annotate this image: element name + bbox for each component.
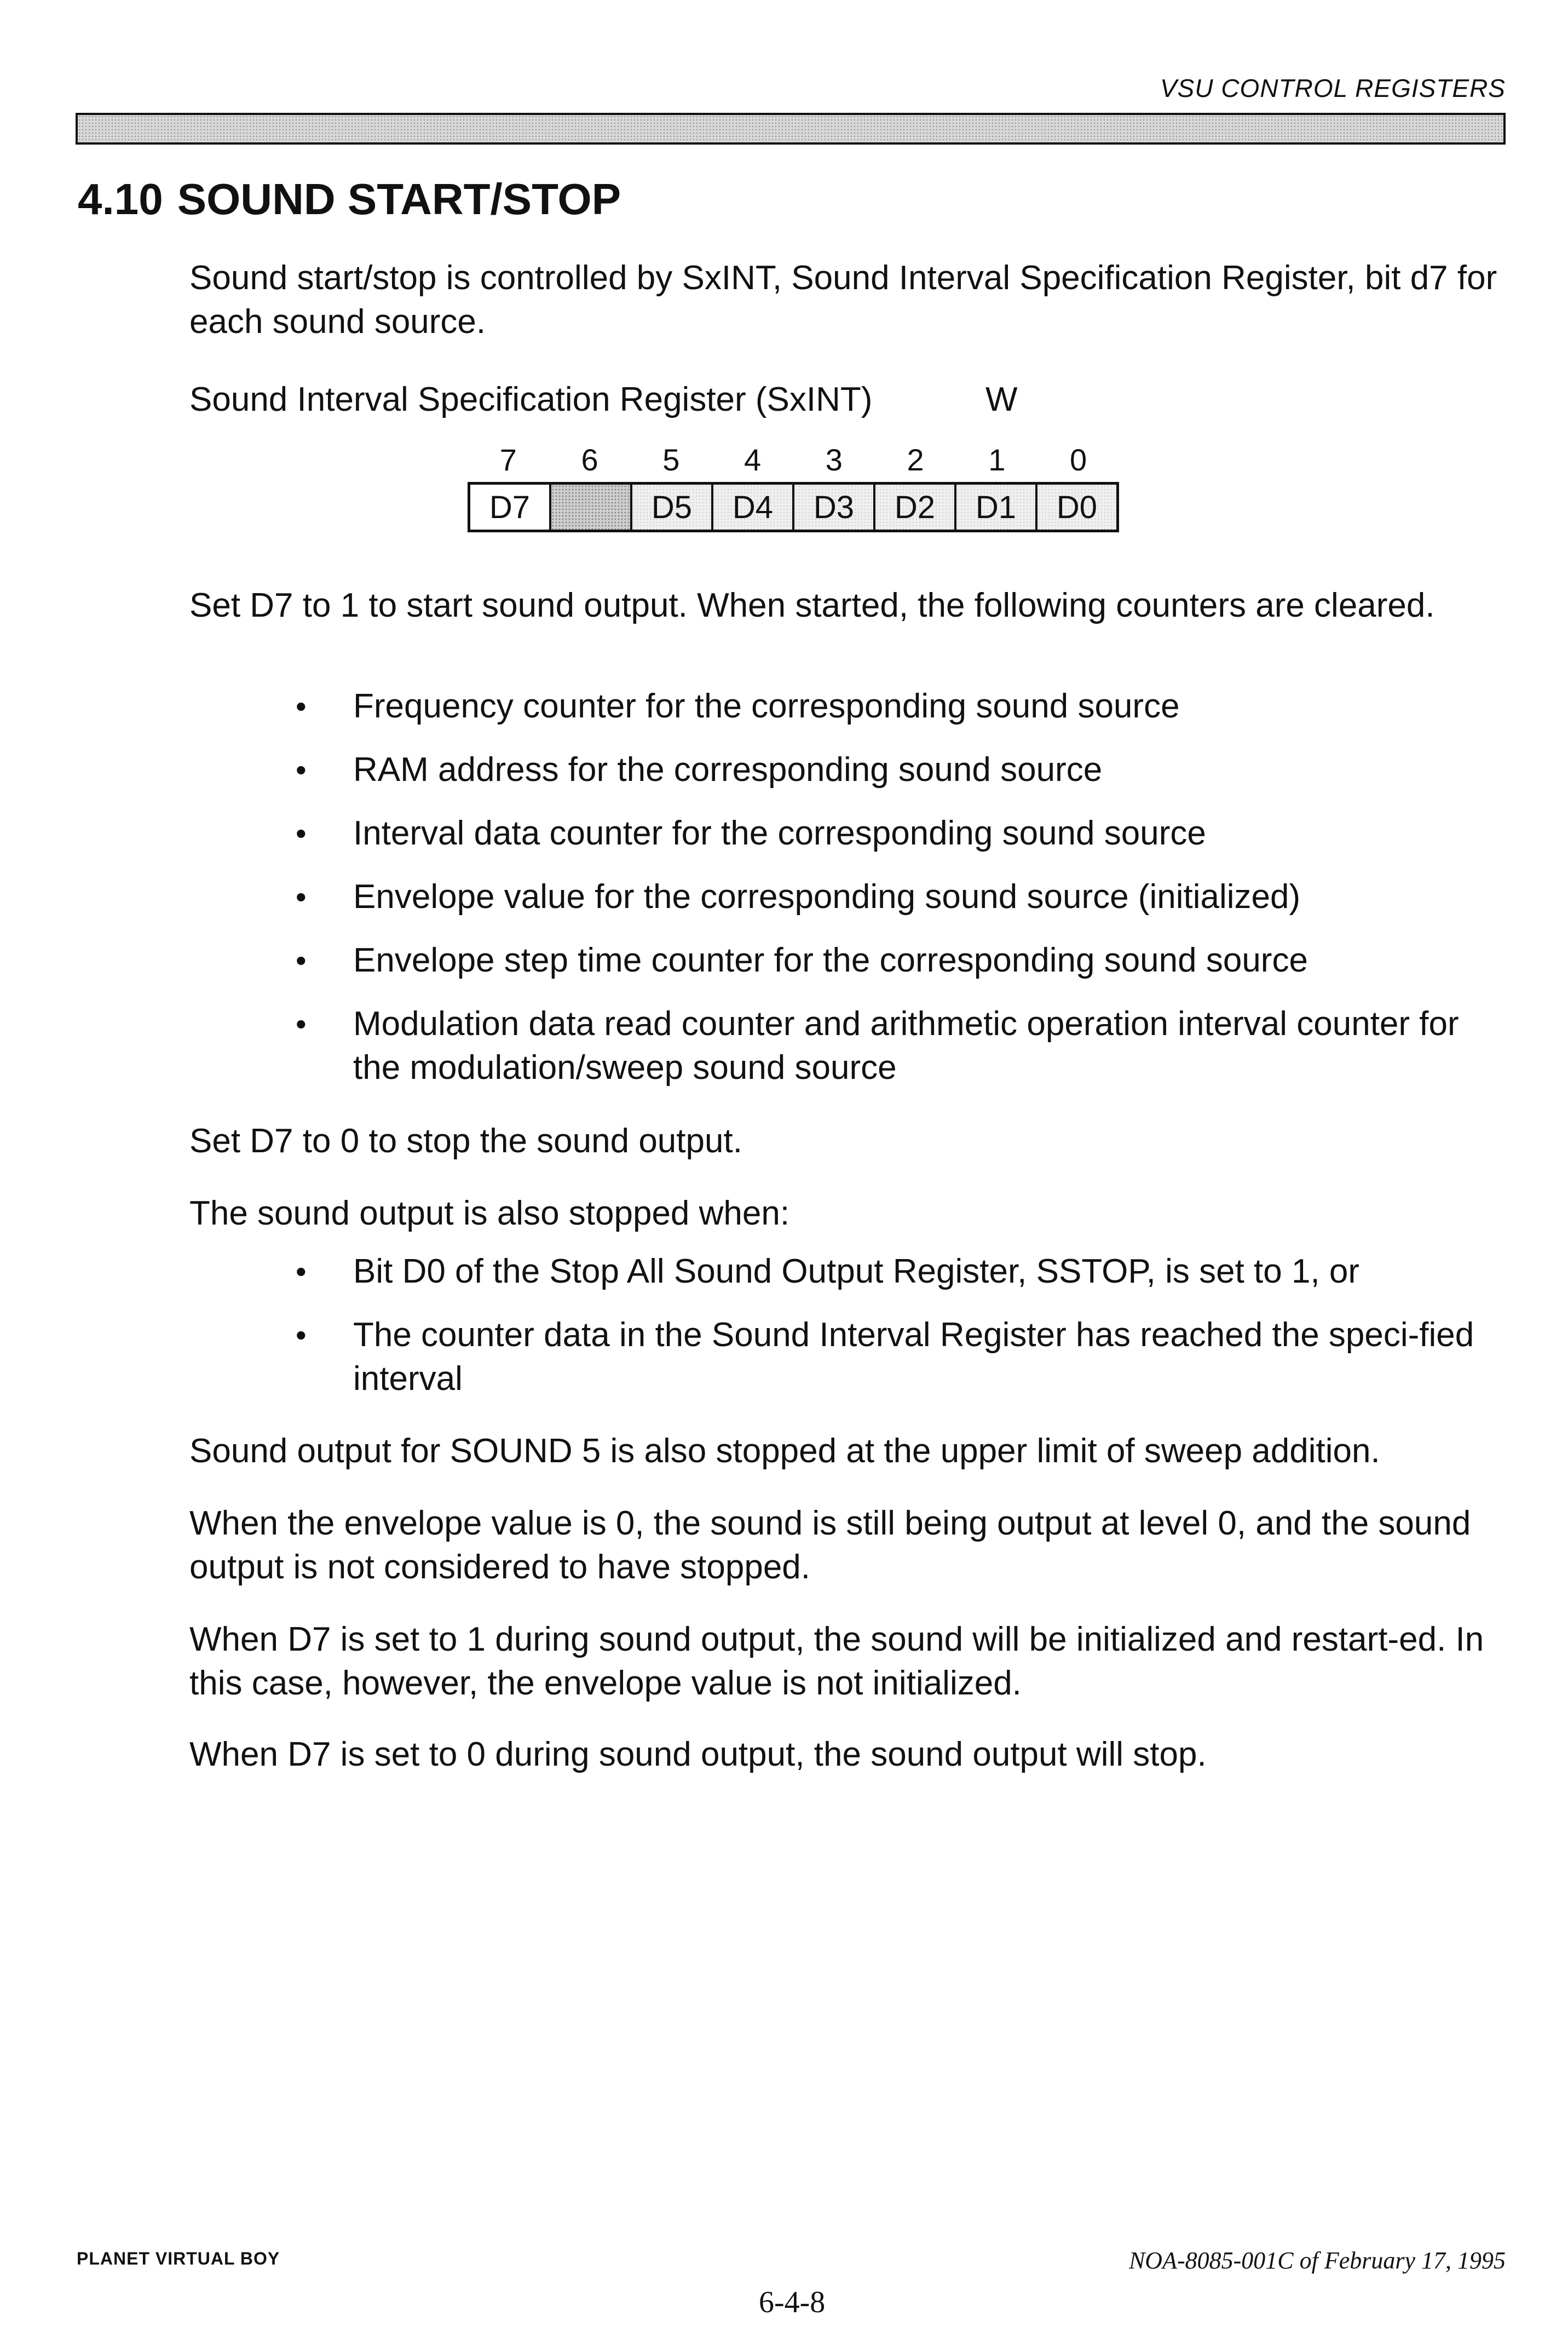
envelope-zero-paragraph: When the envelope value is 0, the sound is still being output at level 0, and the sound output is not considered to have stopped. — [189, 1504, 1471, 1586]
register-cell-d7: D7 — [470, 485, 549, 530]
stop-paragraph: Set D7 to 0 to stop the sound output. — [189, 1122, 742, 1160]
register-bit-table — [468, 482, 1119, 532]
bit-number: 6 — [581, 443, 598, 477]
register-access: W — [985, 381, 1018, 418]
register-cell-d1: D1 — [954, 485, 1035, 530]
list-item: • Frequency counter for the corresponding sound source — [296, 685, 1506, 728]
intro-paragraph: Sound start/stop is controlled by SxINT, Sound Interval Specification Register, bit d7 for each sound source. — [189, 259, 1497, 341]
list-item: • Envelope step time counter for the corresponding sound source — [296, 939, 1506, 982]
register-cell-d2: D2 — [873, 485, 954, 530]
list-item: • Interval data counter for the corresponding sound source — [296, 812, 1506, 855]
footer-left: PLANET VIRTUAL BOY — [77, 2249, 280, 2268]
bit-number: 4 — [744, 443, 762, 477]
stop-during-output-paragraph: When D7 is set to 0 during sound output, the sound output will stop. — [189, 1736, 1207, 1773]
register-cell-unused — [549, 485, 630, 530]
bit-number: 1 — [988, 443, 1006, 477]
bit-number: 7 — [499, 443, 517, 477]
section-heading — [78, 174, 621, 225]
page-number: 6-4-8 — [759, 2285, 826, 2319]
register-cell-d0: D0 — [1035, 485, 1116, 530]
sweep-limit-paragraph: Sound output for SOUND 5 is also stopped at the upper limit of sweep addition. — [189, 1432, 1380, 1470]
list-item: • Envelope value for the corresponding sound source (initialized) — [296, 875, 1506, 919]
header-rule-bar — [76, 113, 1506, 145]
register-cell-d5: D5 — [630, 485, 711, 530]
bit-number: 3 — [825, 443, 843, 477]
section-number: 4.10 — [78, 175, 163, 223]
register-cell-d3: D3 — [792, 485, 873, 530]
footer-document-id: NOA-8085-001C of February 17, 1995 — [1128, 2247, 1506, 2274]
stop-conditions-list — [296, 1250, 1506, 1401]
also-stopped-intro: The sound output is also stopped when: — [189, 1194, 790, 1232]
list-item: • Modulation data read counter and arithmetic operation interval counter for the modulation/sweep sound source — [296, 1002, 1506, 1090]
list-item: • The counter data in the Sound Interval Register has reached the speci-fied interval — [296, 1313, 1506, 1401]
start-paragraph: Set D7 to 1 to start sound output. When started, the following counters are cleared. — [189, 587, 1435, 624]
register-cell-d4: D4 — [711, 485, 792, 530]
section-title: SOUND START/STOP — [177, 175, 621, 223]
bit-number: 5 — [662, 443, 680, 477]
list-item: • Bit D0 of the Stop All Sound Output Register, SSTOP, is set to 1, or — [296, 1250, 1506, 1294]
cleared-counters-list — [296, 685, 1506, 1090]
restart-paragraph: When D7 is set to 1 during sound output, the sound will be initialized and restart-ed. In this case, however, the envelope value is not initialized. — [189, 1621, 1484, 1702]
running-header: VSU CONTROL REGISTERS — [1160, 74, 1506, 102]
list-item: • RAM address for the corresponding sound source — [296, 748, 1506, 792]
bit-number-row — [468, 445, 1119, 475]
bit-number: 0 — [1070, 443, 1087, 477]
register-name: Sound Interval Specification Register (SxINT) — [189, 381, 873, 418]
bit-number: 2 — [907, 443, 924, 477]
